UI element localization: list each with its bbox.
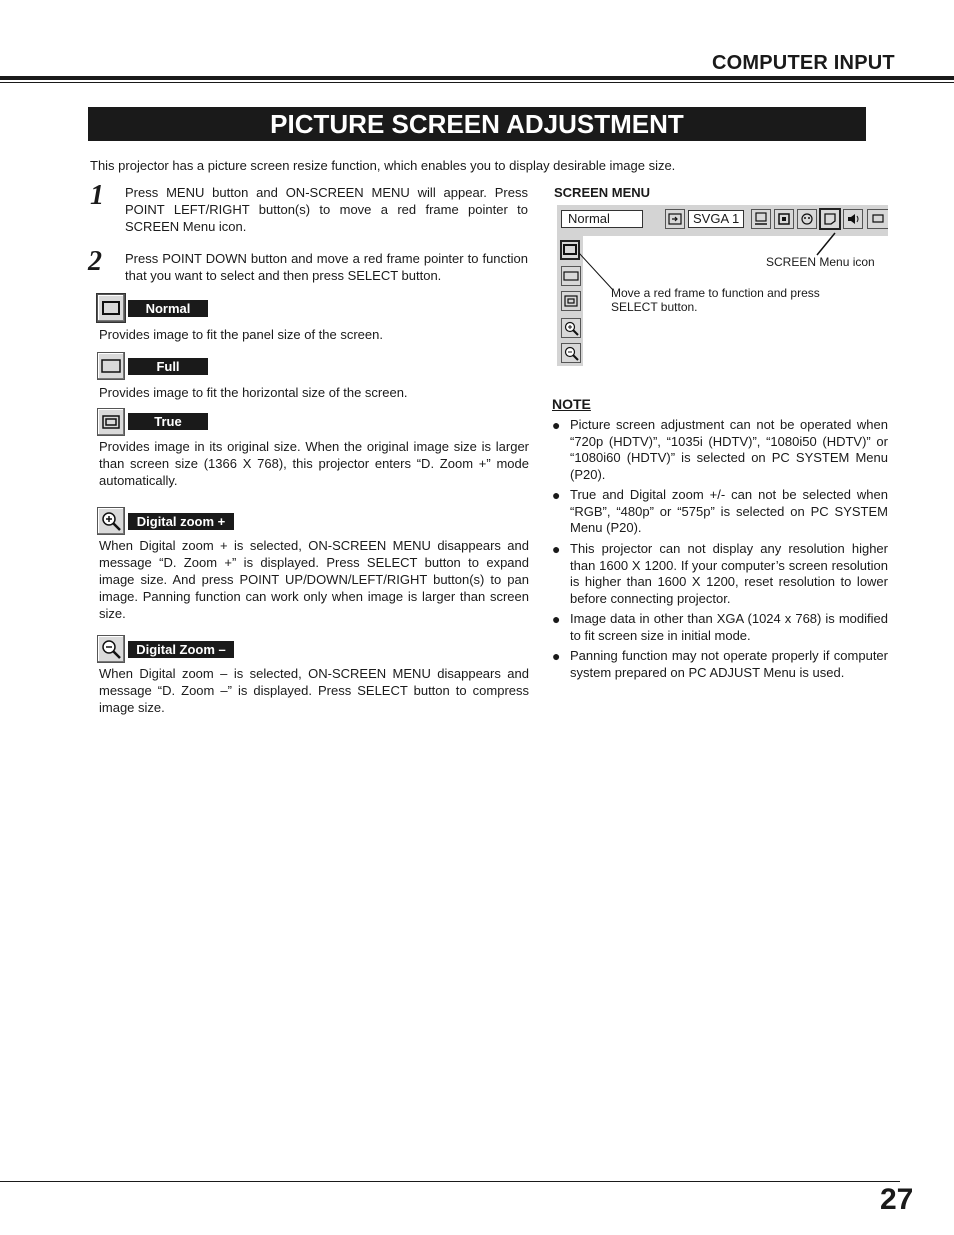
normal-description: Provides image to fit the panel size of the screen.	[99, 327, 383, 342]
step-number-2: 2	[88, 246, 102, 277]
zoom-in-icon	[97, 507, 125, 535]
step-text-1: Press MENU button and ON-SCREEN MENU will appear. Press POINT LEFT/RIGHT button(s) to move a red frame pointer to SCREEN Menu icon.	[125, 185, 528, 234]
zoom-out-icon	[97, 635, 125, 663]
note-text: Picture screen adjustment can not be operated when “720p (HDTV)”, “1035i (HDTV)”, “1080i50 (HDTV)” or “1080i60 (HDTV)” is selected on PC SYSTEM Menu (P20).	[570, 417, 888, 482]
bullet: ●	[552, 487, 561, 503]
screen-menu-heading: SCREEN MENU	[554, 185, 651, 200]
screen-menu-source-field: SVGA 1	[688, 210, 744, 228]
intro-text: This projector has a picture screen resize function, which enables you to display desirable image size.	[90, 158, 676, 173]
top-rule	[0, 76, 954, 80]
zoom-in-description: When Digital zoom + is selected, ON-SCREEN MENU disappears and message “D. Zoom +” is displayed. Press SELECT button to expand image size. And press POINT UP/DOWN/LEFT/RIGHT button(s) to pan image. Panning function can work only when image is larger than screen size.	[99, 538, 529, 621]
screen-menu-mode-field: Normal	[561, 210, 643, 228]
note-item	[552, 417, 888, 483]
top-rule-thin	[0, 82, 954, 83]
full-description: Provides image to fit the horizontal size of the screen.	[99, 385, 408, 400]
true-screen-icon	[97, 408, 125, 436]
menu-zoom-out-icon	[561, 343, 581, 363]
note-item	[552, 611, 888, 644]
true-description: Provides image in its original size. When the original image size is larger than screen size (1366 X 768), this projector enters “D. Zoom +” mode automatically.	[99, 439, 529, 488]
full-screen-icon	[97, 352, 125, 380]
page-number: 27	[880, 1183, 914, 1216]
note-item	[552, 541, 888, 607]
note-item	[552, 487, 888, 537]
bullet: ●	[552, 648, 561, 664]
bottom-rule	[0, 1181, 900, 1182]
note-item	[552, 648, 888, 681]
bullet: ●	[552, 417, 561, 433]
note-text: This projector can not display any resolution higher than 1600 X 1200. If your computer’s screen resolution is higher than 1600 X 1200, reset resolution to lower before connecting projector.	[570, 541, 888, 606]
zoom-out-description: When Digital zoom – is selected, ON-SCREEN MENU disappears and message “D. Zoom –” is displayed. Press SELECT button to compress image size.	[99, 666, 529, 715]
zoom-in-label: Digital zoom +	[128, 513, 234, 530]
step-text-2: Press POINT DOWN button and move a red frame pointer to function that you want to select and then press SELECT button.	[125, 251, 528, 283]
bullet: ●	[552, 611, 561, 627]
normal-screen-icon	[97, 294, 125, 322]
callout-screen-menu-icon: SCREEN Menu icon	[766, 255, 875, 269]
step-number-1: 1	[90, 180, 104, 211]
full-label: Full	[128, 358, 208, 375]
menu-zoom-in-icon	[561, 318, 581, 338]
zoom-out-label: Digital Zoom –	[128, 641, 234, 658]
note-text: True and Digital zoom +/- can not be selected when “RGB”, “480p” or “575p” is selected on PC SYSTEM Menu (P20).	[570, 487, 888, 535]
section-label: COMPUTER INPUT	[712, 52, 895, 74]
true-label: True	[128, 413, 208, 430]
note-text: Panning function may not operate properly if computer system prepared on PC ADJUST Menu is used.	[570, 648, 888, 680]
bullet: ●	[552, 541, 561, 557]
normal-label: Normal	[128, 300, 208, 317]
callout-move-frame: Move a red frame to function and press SELECT button.	[611, 286, 820, 314]
note-heading: NOTE	[552, 396, 591, 412]
note-text: Image data in other than XGA (1024 x 768) is modified to fit screen size in initial mode.	[570, 611, 888, 643]
page-title: PICTURE SCREEN ADJUSTMENT	[88, 107, 866, 141]
